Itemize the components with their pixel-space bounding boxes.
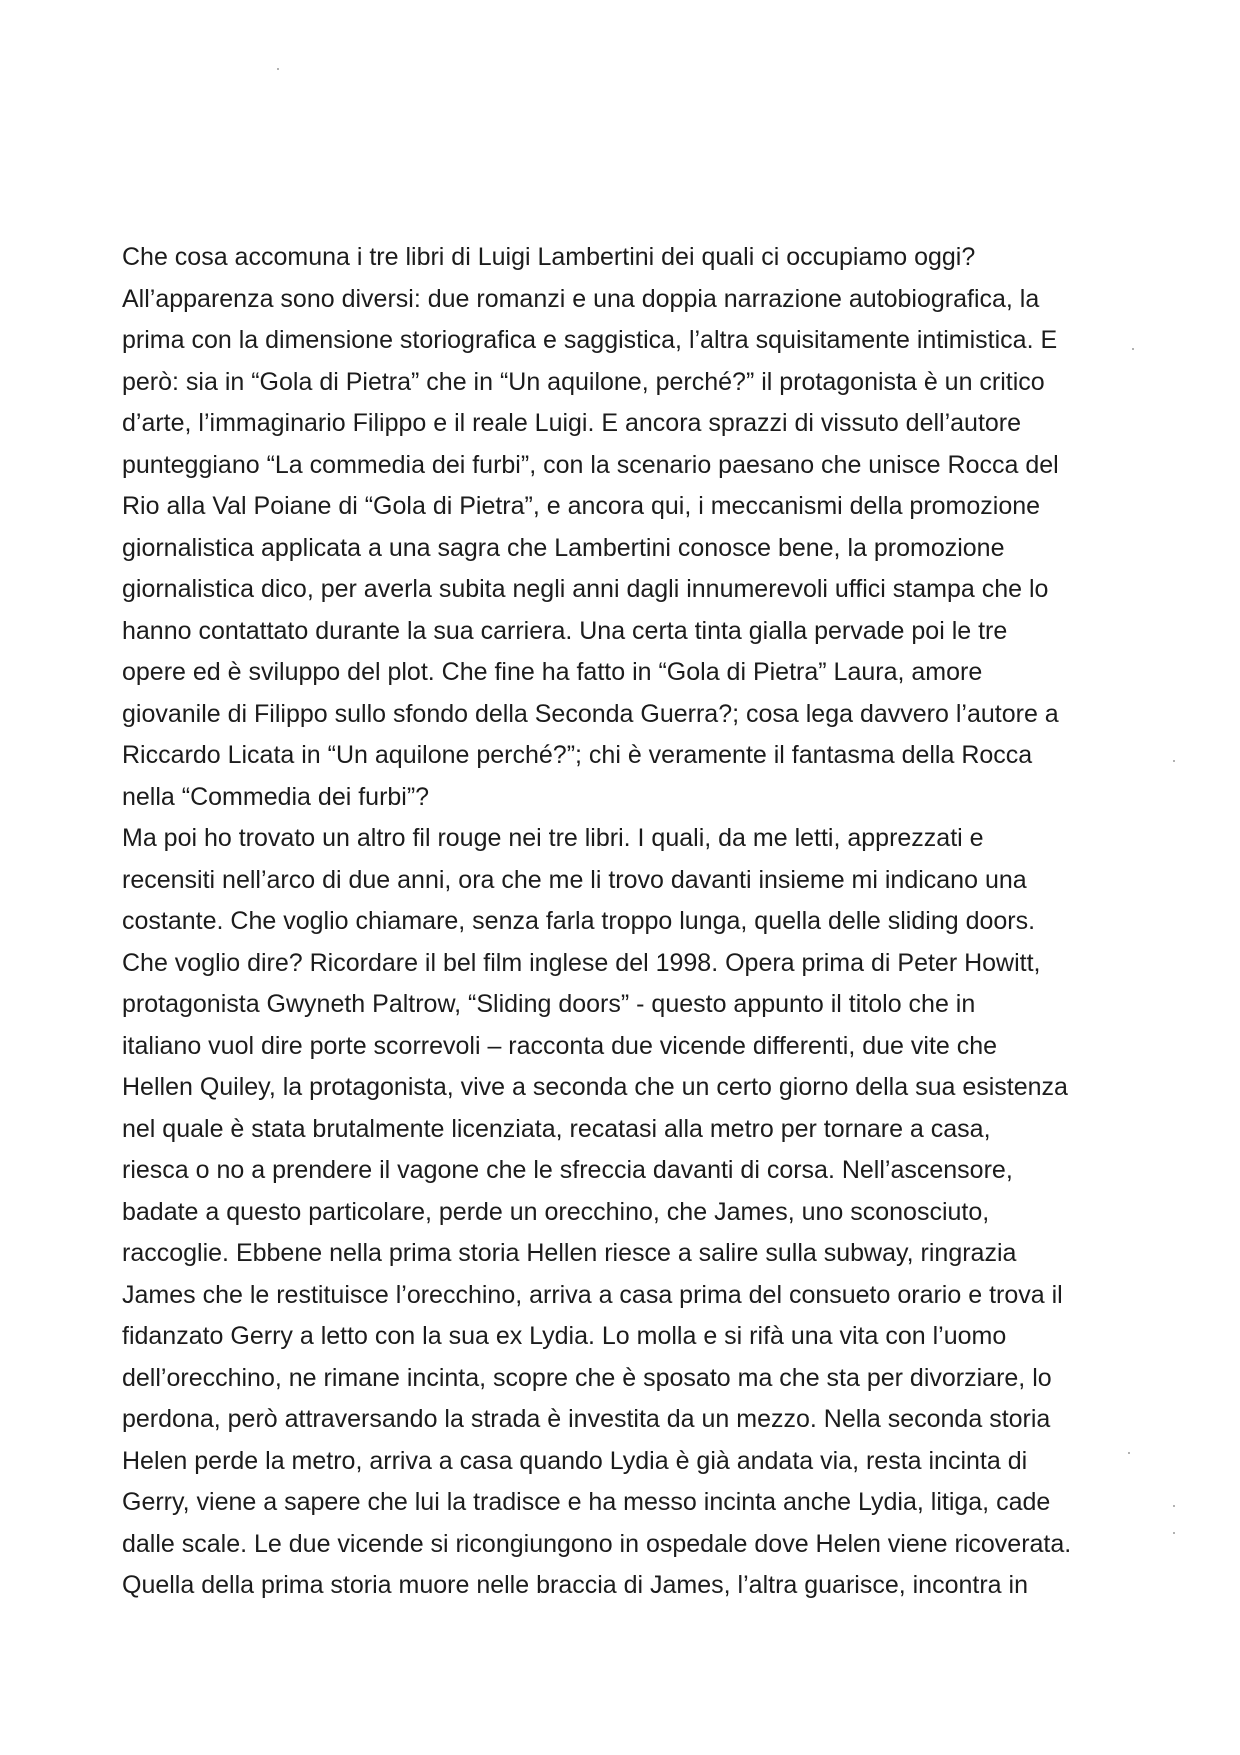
text-line: James che le restituisce l’orecchino, arriva a casa prima del consueto orario e trova il <box>122 1280 1063 1309</box>
text-line: Helen perde la metro, arriva a casa quando Lydia è già andata via, resta incinta di <box>122 1446 1028 1475</box>
text-line: giovanile di Filippo sullo sfondo della Seconda Guerra?; cosa lega davvero l’autore a <box>122 699 1059 728</box>
text-line: Quella della prima storia muore nelle braccia di James, l’altra guarisce, incontra in <box>122 1571 1028 1599</box>
text-line: Che voglio dire? Ricordare il bel film inglese del 1998. Opera prima di Peter Howitt, <box>122 948 1041 977</box>
text-line: d’arte, l’immaginario Filippo e il reale Luigi. E ancora sprazzi di vissuto dell’autore <box>122 409 1022 437</box>
text-line: prima con la dimensione storiografica e saggistica, l’altra squisitamente intimistica. E <box>122 326 1058 354</box>
text-line: fidanzato Gerry a letto con la sua ex Lydia. Lo molla e si rifà una vita con l’uomo <box>122 1322 1007 1350</box>
text-line: dalle scale. Le due vicende si ricongiungono in ospedale dove Helen viene ricoverata. <box>122 1529 1072 1558</box>
text-line: Riccardo Licata in “Un aquilone perché?”; chi è veramente il fantasma della Rocca <box>122 741 1033 769</box>
text-line: raccoglie. Ebbene nella prima storia Hellen riesce a salire sulla subway, ringrazia <box>122 1239 1017 1267</box>
text-line: All’apparenza sono diversi: due romanzi e una doppia narrazione autobiografica, la <box>122 284 1040 313</box>
text-line: Rio alla Val Poiane di “Gola di Pietra”, e ancora qui, i meccanismi della promozione <box>122 492 1041 520</box>
text-line: Ma poi ho trovato un altro fil rouge nei tre libri. I quali, da me letti, apprezzati e <box>122 824 984 852</box>
text-line: badate a questo particolare, perde un orecchino, che James, uno sconosciuto, <box>122 1197 990 1226</box>
text-line: hanno contattato durante la sua carriera. Una certa tinta gialla pervade poi le tre <box>122 616 1008 645</box>
text-line: Hellen Quiley, la protagonista, vive a seconda che un certo giorno della sua esistenza <box>122 1073 1068 1101</box>
text-line: Gerry, viene a sapere che lui la tradisce e ha messo incinta anche Lydia, litiga, cade <box>122 1488 1051 1516</box>
text-line: giornalistica applicata a una sagra che Lambertini conosce bene, la promozione <box>122 533 1005 562</box>
paragraph <box>122 237 1132 818</box>
text-line: Che cosa accomuna i tre libri di Luigi Lambertini dei quali ci occupiamo oggi? <box>122 243 976 271</box>
text-line: punteggiano “La commedia dei furbi”, con la scenario paesano che unisce Rocca del <box>122 450 1059 479</box>
scan-speck <box>1173 1532 1175 1534</box>
text-line: giornalistica dico, per averla subita negli anni dagli innumerevoli uffici stampa che lo <box>122 575 1049 603</box>
scan-speck <box>1132 348 1134 350</box>
scan-speck <box>1173 760 1175 762</box>
text-line: dell’orecchino, ne rimane incinta, scopre che è sposato ma che sta per divorziare, lo <box>122 1363 1052 1392</box>
scan-speck <box>277 68 279 70</box>
text-line: perdona, però attraversando la strada è investita da un mezzo. Nella seconda storia <box>122 1405 1051 1433</box>
text-line: riesca o no a prendere il vagone che le sfreccia davanti di corsa. Nell’ascensore, <box>122 1156 1013 1184</box>
paragraph <box>122 818 1132 1607</box>
scan-speck <box>1173 1505 1175 1507</box>
text-line: protagonista Gwyneth Paltrow, “Sliding doors” - questo appunto il titolo che in <box>122 990 976 1018</box>
text-line: opere ed è sviluppo del plot. Che fine ha fatto in “Gola di Pietra” Laura, amore <box>122 658 983 686</box>
text-line: recensiti nell’arco di due anni, ora che me li trovo davanti insieme mi indicano una <box>122 865 1027 894</box>
text-line: costante. Che voglio chiamare, senza farla troppo lunga, quella delle sliding doors. <box>122 907 1036 935</box>
text-line: nella “Commedia dei furbi”? <box>122 782 430 811</box>
text-line: però: sia in “Gola di Pietra” che in “Un aquilone, perché?” il protagonista è un critico <box>122 367 1045 396</box>
text-line: italiano vuol dire porte scorrevoli – racconta due vicende differenti, due vite che <box>122 1031 998 1060</box>
text-line: nel quale è stata brutalmente licenziata, recatasi alla metro per tornare a casa, <box>122 1114 991 1143</box>
